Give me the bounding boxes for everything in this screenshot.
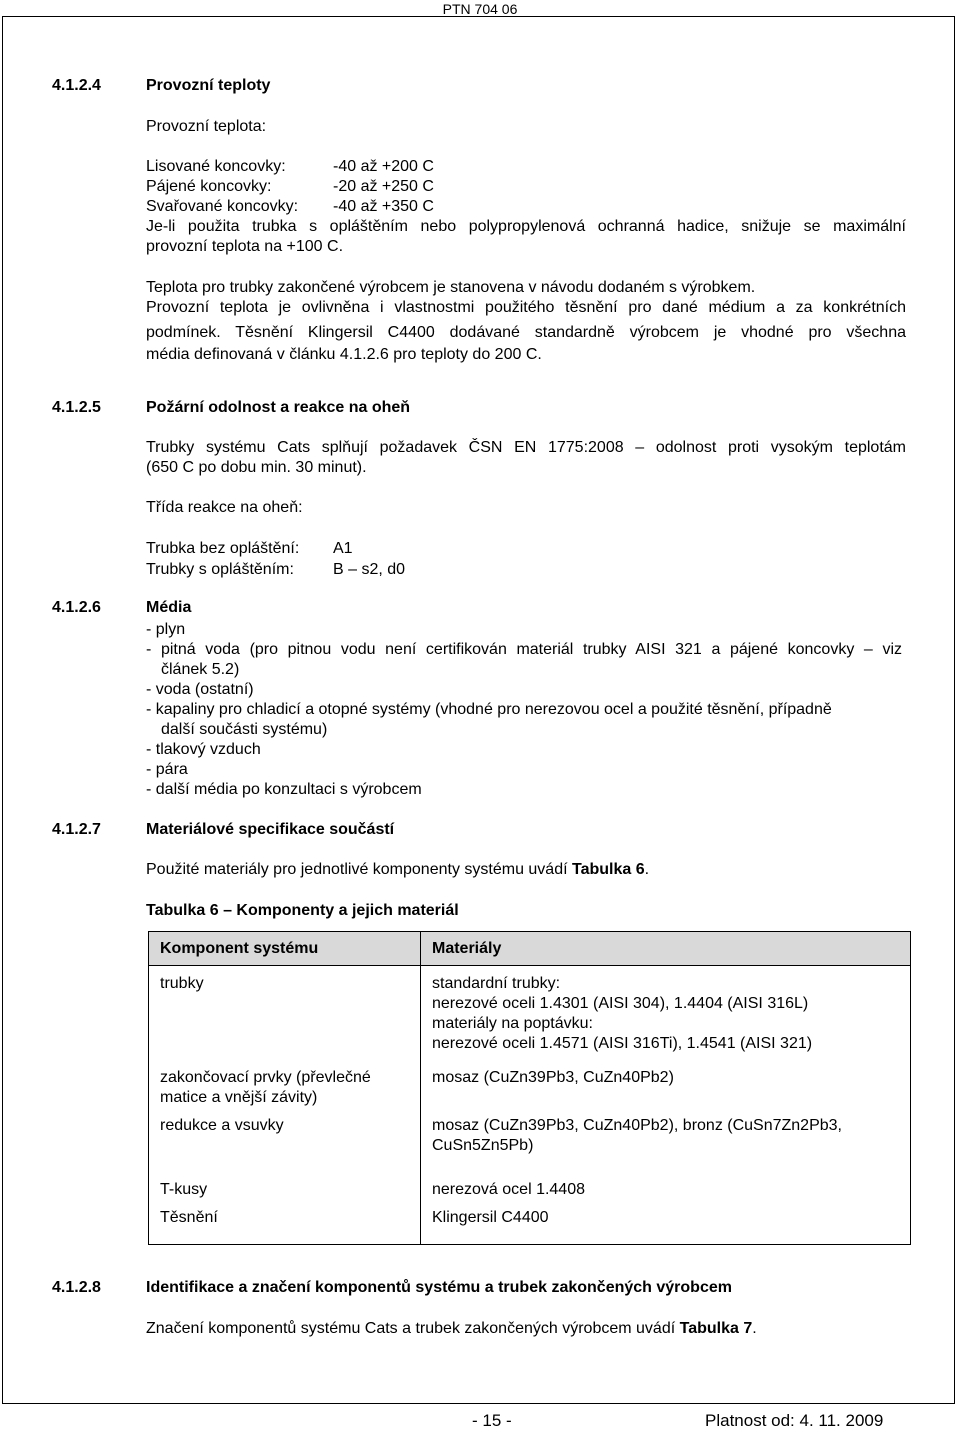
- fire-class-row-value: B – s2, d0: [333, 561, 406, 578]
- table-row: [149, 1116, 911, 1172]
- sheath-note-line: provozní teplota na +100 C.: [146, 238, 344, 255]
- table-cell: mosaz (CuZn39Pb3, CuZn40Pb2): [421, 1060, 911, 1116]
- section-number: 4.1.2.6: [52, 599, 101, 616]
- cell-line: zakončovací prvky (převlečné: [160, 1069, 371, 1086]
- table-header-cell: Materiály: [421, 932, 911, 966]
- table-cell: redukce a vsuvky: [149, 1116, 421, 1172]
- section-number: 4.1.2.7: [52, 821, 101, 838]
- table-row: [149, 1060, 911, 1116]
- table-cell: [421, 1116, 911, 1172]
- section-number: 4.1.2.4: [52, 77, 101, 94]
- components-table: [148, 931, 911, 1245]
- fire-class-label: Třída reakce na oheň:: [146, 499, 303, 516]
- temp-row-label: Svařované koncovky:: [146, 198, 299, 215]
- sheath-note-line: Je-li použita trubka s opláštěním nebo polypropylenová ochranná hadice, snižuje se maximální: [146, 218, 906, 235]
- media-item: - voda (ostatní): [146, 681, 254, 698]
- media-item: článek 5.2): [161, 661, 240, 678]
- paragraph-end: .: [752, 1320, 757, 1337]
- fire-class-row-label: Trubka bez opláštění:: [146, 540, 300, 557]
- section-title: Identifikace a značení komponentů systému a trubek zakončených výrobcem: [146, 1279, 732, 1296]
- section-title: Média: [146, 599, 192, 616]
- table-reference: Tabulka 7: [679, 1320, 753, 1337]
- paragraph-line: podmínek. Těsnění Klingersil C4400 dodávané standardně výrobcem je vhodné pro všechna: [146, 324, 906, 341]
- table-cell: [149, 1060, 421, 1116]
- marking-paragraph: [146, 1319, 757, 1339]
- media-item: - tlakový vzduch: [146, 741, 261, 758]
- cell-line: materiály na poptávku:: [432, 1015, 593, 1032]
- paragraph-text: Použité materiály pro jednotlivé komponenty systému uvádí: [146, 861, 572, 878]
- media-item: další součásti systému): [161, 721, 328, 738]
- media-item: - další média po konzultaci s výrobcem: [146, 781, 422, 798]
- fire-class-row-label: Trubky s opláštěním:: [146, 561, 294, 578]
- cell-line: nerezové oceli 1.4301 (AISI 304), 1.4404 (AISI 316L): [432, 995, 809, 1012]
- table-reference: Tabulka 6: [572, 861, 645, 878]
- table-cell: T-kusy: [149, 1172, 421, 1208]
- operating-temp-intro: Provozní teplota:: [146, 118, 267, 135]
- cell-line: standardní trubky:: [432, 975, 561, 992]
- table-row: [149, 1172, 911, 1208]
- table-row: [149, 966, 911, 1061]
- section-title: Provozní teploty: [146, 77, 271, 94]
- paragraph-text: Značení komponentů systému Cats a trubek zakončených výrobcem uvádí: [146, 1320, 680, 1337]
- section-title: Materiálové specifikace součástí: [146, 821, 395, 838]
- page-number: - 15 -: [472, 1411, 512, 1430]
- table-cell: nerezová ocel 1.4408: [421, 1172, 911, 1208]
- validity-date: Platnost od: 4. 11. 2009: [705, 1411, 884, 1430]
- fire-class-row-value: A1: [333, 540, 353, 557]
- cell-line: matice a vnější závity): [160, 1089, 318, 1106]
- temp-row-label: Pájené koncovky:: [146, 178, 272, 195]
- media-item: - plyn: [146, 621, 186, 638]
- table-cell: [421, 966, 911, 1061]
- table-cell: Klingersil C4400: [421, 1208, 911, 1245]
- materials-paragraph: [146, 860, 649, 880]
- section-number: 4.1.2.5: [52, 399, 101, 416]
- cell-line: mosaz (CuZn39Pb3, CuZn40Pb2), bronz (CuSn7Zn2Pb3,: [432, 1117, 842, 1134]
- paragraph-line: média definovaná v článku 4.1.2.6 pro teploty do 200 C.: [146, 346, 542, 363]
- table-cell: Těsnění: [149, 1208, 421, 1245]
- media-item: - pára: [146, 761, 188, 778]
- paragraph-end: .: [644, 861, 650, 878]
- table-header-row: [149, 932, 911, 966]
- media-item: - pitná voda (pro pitnou vodu není certifikován materiál trubky AISI 321 a pájené koncovky – viz: [146, 641, 902, 658]
- cell-line: nerezové oceli 1.4571 (AISI 316Ti), 1.4541 (AISI 321): [432, 1035, 813, 1052]
- temp-row-value: -40 až +350 C: [333, 198, 434, 215]
- section-title: Požární odolnost a reakce na oheň: [146, 399, 411, 416]
- section-number: 4.1.2.8: [52, 1279, 101, 1296]
- paragraph-line: Teplota pro trubky zakončené výrobcem je stanovena v návodu dodaném s výrobkem.: [146, 279, 756, 296]
- fire-resistance-line: Trubky systému Cats splňují požadavek ČSN EN 1775:2008 – odolnost proti vysokým teplotám: [146, 439, 906, 456]
- table-caption: Tabulka 6 – Komponenty a jejich materiál: [146, 902, 459, 919]
- table-row: [149, 1208, 911, 1245]
- media-item: - kapaliny pro chladicí a otopné systémy (vhodné pro nerezovou ocel a použité těsnění, případně: [146, 701, 832, 718]
- table-header-cell: Komponent systému: [149, 932, 421, 966]
- media-list: [146, 620, 902, 800]
- temp-row-value: -40 až +200 C: [333, 158, 434, 175]
- temp-row-value: -20 až +250 C: [333, 178, 434, 195]
- document-code: PTN 704 06: [442, 1, 518, 17]
- table-cell: trubky: [149, 966, 421, 1061]
- fire-resistance-line: (650 C po dobu min. 30 minut).: [146, 459, 367, 476]
- cell-line: CuSn5Zn5Pb): [432, 1137, 534, 1154]
- temp-row-label: Lisované koncovky:: [146, 158, 286, 175]
- paragraph-line: Provozní teplota je ovlivněna i vlastnostmi použitého těsnění pro dané médium a za konkrétních: [146, 299, 906, 316]
